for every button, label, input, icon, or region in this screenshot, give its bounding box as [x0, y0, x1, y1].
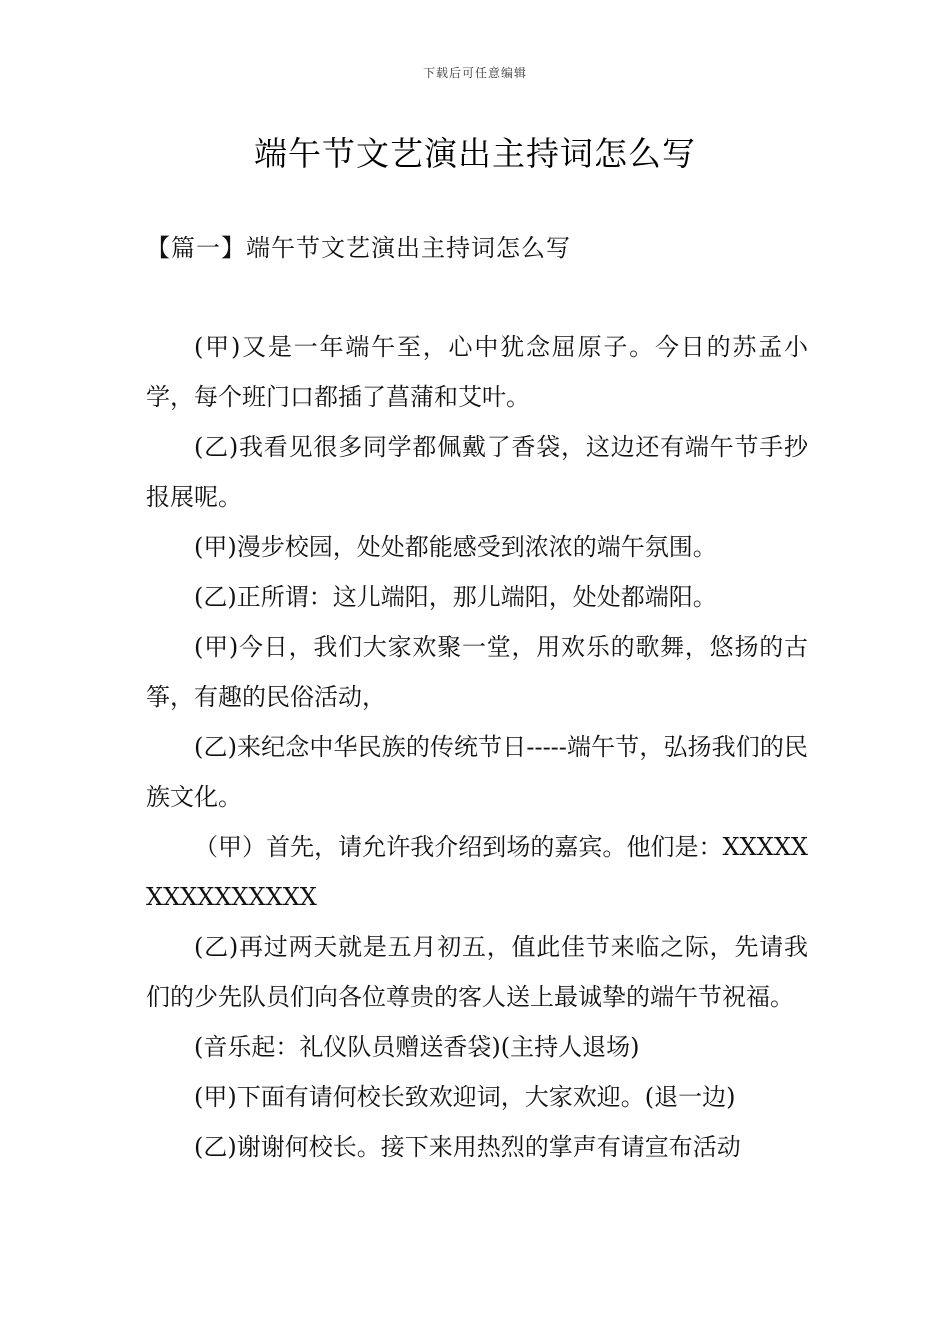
document-title: 端午节文艺演出主持词怎么写	[254, 134, 696, 173]
paragraph: (甲)下面有请何校长致欢迎词，大家欢迎。(退一边)	[194, 1083, 736, 1111]
body-text	[146, 322, 808, 1172]
paragraph: (乙)正所谓：这儿端阳，那儿端阳，处处都端阳。	[194, 583, 717, 611]
paragraph: (乙)谢谢何校长。接下来用热烈的掌声有请宣布活动	[194, 1133, 741, 1161]
section-heading: 【篇一】端午节文艺演出主持词怎么写	[146, 234, 571, 262]
paragraph: （甲）首先，请允许我介绍到场的嘉宾。他们是：XXXXXXXXXXXXXXX	[146, 833, 808, 911]
paragraph: (乙)我看见很多同学都佩戴了香袋，这边还有端午节手抄报展呢。	[146, 433, 808, 511]
paragraph: (甲)漫步校园，处处都能感受到浓浓的端午氛围。	[194, 533, 717, 561]
header-note: 下载后可任意编辑	[422, 66, 527, 80]
paragraph: (乙)再过两天就是五月初五，值此佳节来临之际，先请我们的少先队员们向各位尊贵的客人送上最诚挚的端午节祝福。	[146, 933, 808, 1011]
paragraph: (甲)今日，我们大家欢聚一堂，用欢乐的歌舞，悠扬的古筝，有趣的民俗活动，	[146, 633, 808, 711]
paragraph: (甲)又是一年端午至，心中犹念屈原子。今日的苏孟小学，每个班门口都插了菖蒲和艾叶。	[146, 333, 808, 411]
paragraph: (乙)来纪念中华民族的传统节日-----端午节，弘扬我们的民族文化。	[146, 733, 808, 811]
paragraph: (音乐起：礼仪队员赠送香袋)(主持人退场)	[194, 1033, 640, 1061]
